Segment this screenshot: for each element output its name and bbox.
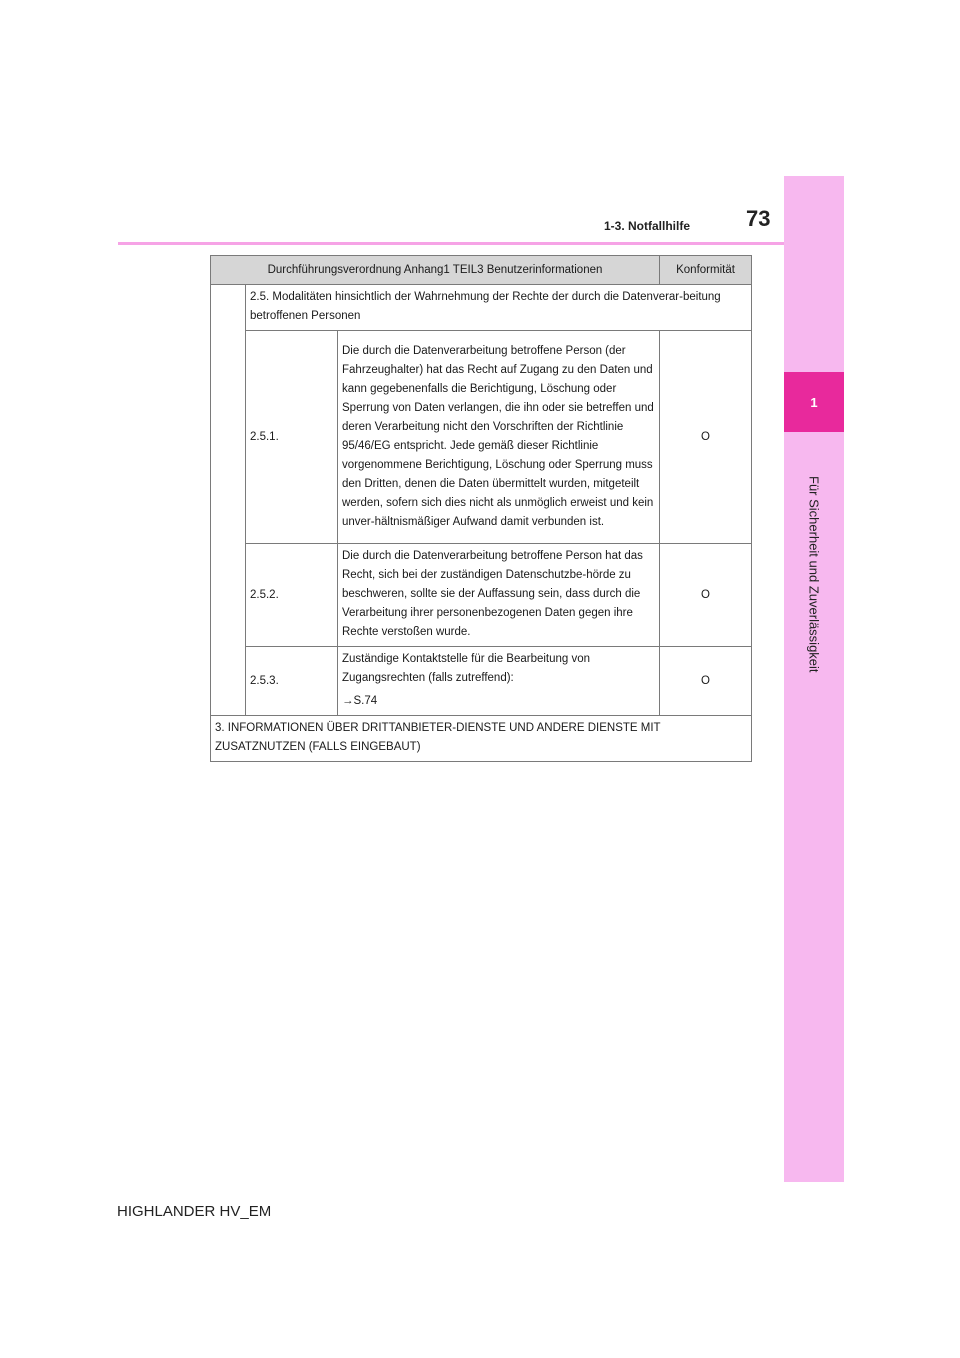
page-number: 73 bbox=[746, 206, 771, 231]
chapter-number-tab[interactable] bbox=[784, 372, 844, 432]
row-conformity: O bbox=[660, 647, 752, 716]
column-header-conformity: Konformität bbox=[660, 256, 752, 285]
row-number: 2.5.1. bbox=[246, 331, 338, 544]
row-text-cell bbox=[338, 647, 660, 716]
table-row bbox=[211, 331, 752, 544]
row-text: Die durch die Datenverarbeitung betroffene Person (der Fahrzeughalter) hat das Recht auf Zugang zu den Daten und kann gegebenenfalls die Berichtigung, Löschung oder Sperrung von Daten verlangen, die ihn oder sie betreffen und deren Verarbeitung nicht den Vorschriften der Richtlinie 95/46/EG entspricht. Jede gemäß dieser Richtlinie vorgenommene Berichtigung, Löschung oder Sperrung muss den Dritten, denen die Daten übermittelt wurden, mitgeteilt werden, sofern sich dies nicht als unmöglich erweist und kein unver-hältnismäßiger Aufwand damit verbunden ist. bbox=[338, 331, 660, 544]
section-2-5-heading: 2.5. Modalitäten hinsichtlich der Wahrnehmung der Rechte der durch die Datenverar-beitung betroffenen Personen bbox=[246, 285, 752, 331]
row-conformity: O bbox=[660, 544, 752, 647]
chapter-number: 1 bbox=[810, 394, 818, 410]
row-conformity: O bbox=[660, 331, 752, 544]
chapter-title: Für Sicherheit und Zuverlässigkeit bbox=[806, 475, 822, 673]
row-number: 2.5.3. bbox=[246, 647, 338, 716]
section-title: 1-3. Notfallhilfe bbox=[604, 219, 691, 233]
user-information-table bbox=[210, 255, 752, 762]
page-reference-link[interactable]: →S.74 bbox=[342, 695, 378, 707]
row-number: 2.5.2. bbox=[246, 544, 338, 647]
footer-model-name: HIGHLANDER HV_EM bbox=[117, 1203, 272, 1220]
chapter-title-label bbox=[784, 444, 844, 704]
section-3-heading: 3. INFORMATIONEN ÜBER DRITTANBIETER-DIENSTE UND ANDERE DIENSTE MIT ZUSATZNUTZEN (FALLS EINGEBAUT) bbox=[211, 716, 752, 762]
row-text: Die durch die Datenverarbeitung betroffene Person hat das Recht, sich bei der zuständigen Datenschutzbe-hörde zu beschweren, sollte sie der Auffassung sein, dass durch die Verarbeitung ihrer personenbezogenen Daten gegen ihre Rechte verstoßen wurde. bbox=[338, 544, 660, 647]
row-text: Zuständige Kontaktstelle für die Bearbeitung von Zugangsrechten (falls zutreffend): bbox=[342, 653, 591, 684]
table-header-row bbox=[211, 256, 752, 285]
table-row bbox=[211, 544, 752, 647]
column-header-regulation: Durchführungsverordnung Anhang1 TEIL3 Benutzerinformationen bbox=[211, 256, 660, 285]
table-row bbox=[211, 647, 752, 716]
table-row bbox=[211, 716, 752, 762]
table-row bbox=[211, 285, 752, 331]
header-divider bbox=[118, 242, 784, 245]
indent-cell bbox=[211, 285, 246, 716]
